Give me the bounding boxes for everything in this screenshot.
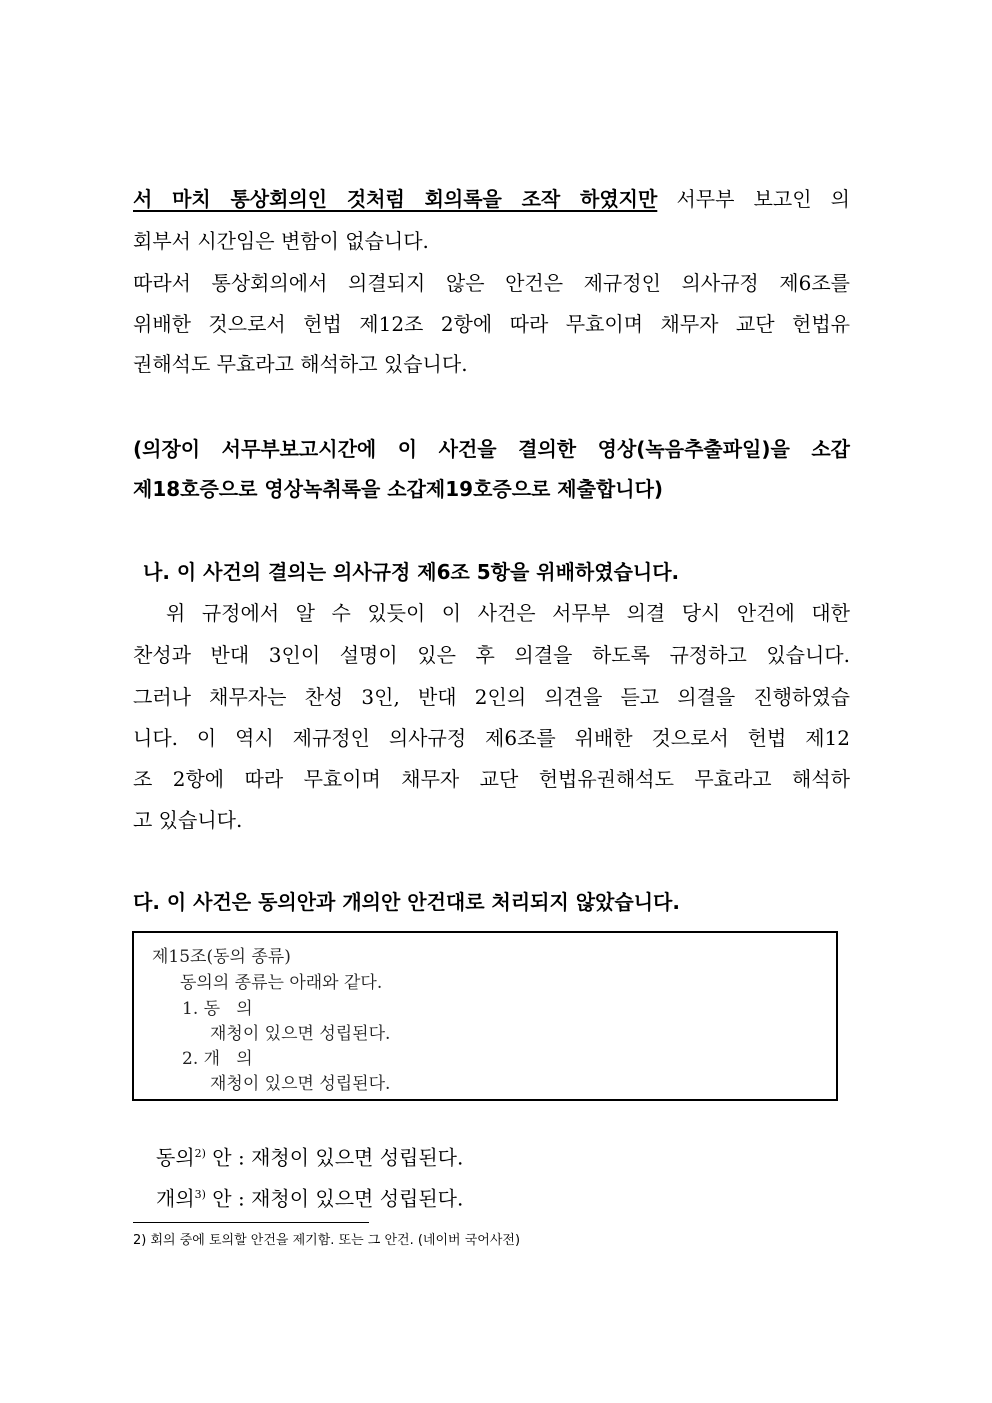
amend-word: 개의 [156, 1186, 195, 1211]
section-na-line2: 찬성과 반대 3인이 설명이 있은 후 의결을 하도록 규정하고 있습니다. [133, 643, 850, 667]
regulation-item2-label: 2. 개 의 [182, 1049, 253, 1069]
para1-line1 [133, 178, 850, 220]
motion-word: 동의 [156, 1145, 195, 1170]
para1-line1-rest: 서무부 보고인 의 [657, 187, 851, 211]
footnote-ref-2[interactable]: 2) [194, 1147, 206, 1160]
section-na-line5: 조 2항에 따라 무효이며 채무자 교단 헌법유권해석도 무효라고 해석하 [133, 767, 850, 791]
amend-text: 안 : 재청이 있으면 성립된다. [205, 1186, 464, 1211]
regulation-intro: 동의의 종류는 아래와 같다. [180, 973, 383, 993]
footnote-divider [133, 1222, 369, 1223]
para1-line2: 회부서 시간임은 변함이 없습니다. [133, 229, 429, 253]
para1-line3: 따라서 통상회의에서 의결되지 않은 안건은 제규정인 의사규정 제6조를 [133, 271, 850, 295]
section-na-line6: 고 있습니다. [133, 808, 243, 832]
motion-text: 안 : 재청이 있으면 성립된다. [205, 1145, 464, 1170]
para1-line4: 위배한 것으로서 헌법 제12조 2항에 따라 무효이며 채무자 교단 헌법유 [133, 312, 850, 336]
evidence-note-line1: (의장이 서무부보고시간에 이 사건을 결의한 영상(녹음추출파일)을 소갑 [133, 437, 850, 461]
para1-line5: 권해석도 무효라고 해석하고 있습니다. [133, 352, 468, 376]
section-na-heading: 나. 이 사건의 결의는 의사규정 제6조 5항을 위배하였습니다. [143, 560, 680, 584]
footnote-ref-3[interactable]: 3) [194, 1188, 206, 1201]
regulation-item1-label: 1. 동 의 [182, 999, 253, 1019]
regulation-excerpt-box [132, 931, 838, 1101]
section-da-heading: 다. 이 사건은 동의안과 개의안 안건대로 처리되지 않았습니다. [133, 890, 680, 914]
section-na-line1: 위 규정에서 알 수 있듯이 이 사건은 서무부 의결 당시 안건에 대한 [133, 601, 850, 625]
regulation-item1-text: 재청이 있으면 성립된다. [210, 1024, 391, 1044]
regulation-item2-text: 재청이 있으면 성립된다. [210, 1074, 391, 1094]
section-na-line3: 그러나 채무자는 찬성 3인, 반대 2인의 의견을 듣고 의결을 진행하였습 [133, 685, 850, 709]
underlined-phrase: 서 마치 통상회의인 것처럼 회의록을 조작 하였지만 [133, 187, 658, 211]
footnote-2: 2) 회의 중에 토의할 안건을 제기함. 또는 그 안건. (네이버 국어사전) [133, 1233, 521, 1248]
motion-definition [156, 1134, 463, 1178]
amendment-definition [156, 1175, 463, 1219]
section-na-line4: 니다. 이 역시 제규정인 의사규정 제6조를 위배한 것으로서 헌법 제12 [133, 726, 850, 750]
regulation-title: 제15조(동의 종류) [152, 947, 291, 967]
evidence-note-line2: 제18호증으로 영상녹취록을 소갑제19호증으로 제출합니다) [133, 477, 664, 501]
